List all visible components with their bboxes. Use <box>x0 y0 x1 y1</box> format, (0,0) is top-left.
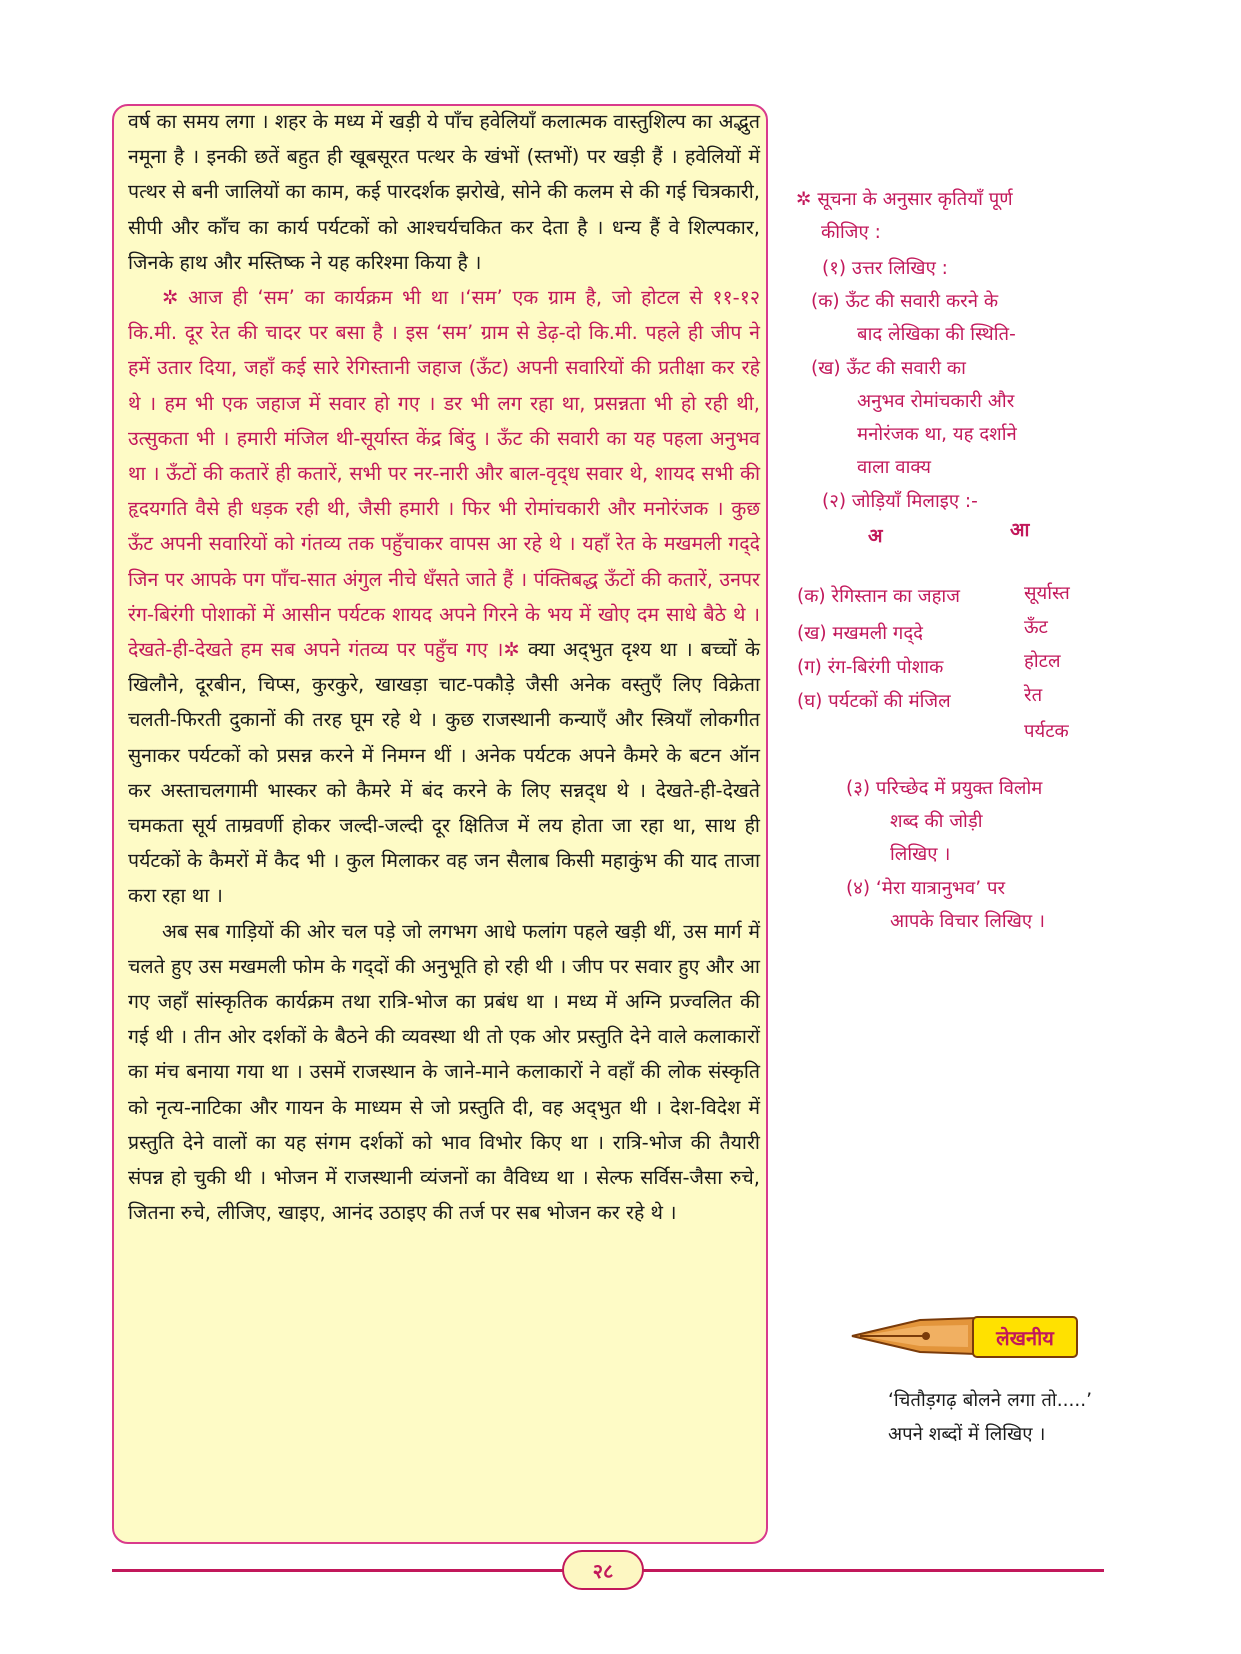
question-1b <box>811 352 1017 484</box>
question-1a-line1: (क) ऊँट की सवारी करने के <box>811 291 999 312</box>
column-a-item: (क) रेगिस्तान का जहाज <box>797 586 960 607</box>
column-b-item: पर्यटक <box>1024 721 1069 742</box>
page-number: २८ <box>562 1550 644 1590</box>
question-1a-line2: बाद लेखिका की स्थिति- <box>857 324 1016 345</box>
activity-heading-line2: कीजिए : <box>821 222 881 243</box>
question-2-title: (२) जोड़ियाँ मिलाइए :- <box>822 491 978 512</box>
column-b-item: होटल <box>1024 651 1061 672</box>
question-1b-line2: अनुभव रोमांचकारी और <box>857 391 1015 412</box>
question-1-title: (१) उत्तर लिखिए : <box>822 258 948 279</box>
column-b-heading: आ <box>1010 519 1030 541</box>
story-paragraph-2-rest: क्या अद्‌भुत दृश्य था । बच्चों के खिलौने, दूरबीन, चिप्स, कुरकुरे, खाखड़ा चाट-पकौड़े जैसी अनेक वस्तुएँ लिए विक्रेता चलती-फिरती दुकानों की तरह घूम रहे थे । कुछ राजस्थानी कन्याएँ और स्त्रियाँ लोकगीत सुनाकर पर्यटकों को प्रसन्न करने में निमग्न थीं । अनेक पर्यटक अपने कैमरे के बटन ऑन कर अस्ताचलगामी भास्कर को कैमरे में बंद करने के लिए सन्नद्‌ध थे । देखते-ही-देखते चमकता सूर्य ताम्रवर्णी होकर जल्दी-जल्दी दूर क्षितिज में लय होता जा रहा था, साथ ही पर्यटकों के कैमरों में कैद भी । कुल मिलाकर वह जन सैलाब किसी महाकुंभ की याद ताजा करा रहा था । <box>128 638 760 908</box>
question-2 <box>822 485 978 518</box>
activity-heading-line1: ✲ सूचना के अनुसार कृतियाँ पूर्ण <box>796 189 1013 210</box>
story-paragraph-2-highlight: आज ही ‘सम’ का कार्यक्रम भी था ।‘सम’ एक ग्राम है, जो होटल से ११-१२ कि.मी. दूर रेत की चादर पर बसा है । इस ‘सम’ ग्राम से डेढ़-दो कि.मी. पहले ही जीप ने हमें उतार दिया, जहाँ कई सारे रेगिस्तानी जहाज (ऊँट) अपनी सवारियों की प्रतीक्षा कर रहे थे । हम भी एक जहाज में सवार हो गए । डर भी लग रहा था, प्रसन्नता भी हो रही थी, उत्सुकता भी । हमारी मंजिल थी-सूर्यास्त केंद्र बिंदु । ऊँट की सवारी का यह पहला अनुभव था । ऊँटों की कतारें ही कतारें, सभी पर नर-नारी और बाल-वृद्‌ध सवार थे, शायद सभी की हृदयगति वैसे ही धड़क रही थी, जैसी हमारी । फिर भी रोमांचकारी और मनोरंजक । कुछ ऊँट अपनी सवारियों को गंतव्य तक पहुँचाकर वापस आ रहे थे । यहाँ रेत के मखमली गद्‌दे जिन पर आपके पग पाँच-सात अंगुल नीचे धँसते जाते हैं । पंक्तिबद्ध ऊँटों की कतारें, उनपर रंग-बिरंगी पोशाकों में आसीन पर्यटक शायद अपने गिरने के भय में खोए दम साधे बैठे थे । देखते-ही-देखते हम सब अपने गंतव्य पर पहुँच गए । <box>128 286 760 662</box>
question-1b-line4: वाला वाक्य <box>857 457 931 478</box>
column-a-item: (घ) पर्यटकों की मंजिल <box>797 691 951 712</box>
star-icon: ✲ <box>162 286 179 310</box>
column-a-heading: अ <box>868 525 883 547</box>
column-b-item: ऊँट <box>1024 617 1048 638</box>
question-3-line3: लिखिए । <box>890 844 951 865</box>
writing-label: लेखनीय <box>972 1316 1078 1358</box>
question-1a <box>811 285 1016 351</box>
activity-heading <box>796 183 1013 249</box>
column-b-item: रेत <box>1024 685 1043 706</box>
story-paragraph-3: अब सब गाड़ियों की ओर चल पड़े जो लगभग आधे फलांग पहले खड़ी थीं, उस मार्ग में चलते हुए उस मखमली फोम के गद्‌दों की अनुभूति हो रही थी । जीप पर सवार हुए और आ गए जहाँ सांस्कृतिक कार्यक्रम तथा रात्रि-भोज का प्रबंध था । मध्य में अग्नि प्रज्वलित की गई थी । तीन ओर दर्शकों के बैठने की व्यवस्था थी तो एक ओर प्रस्तुति देने वाले कलाकारों का मंच बनाया गया था । उसमें राजस्थान के जाने-माने कलाकारों ने वहाँ की लोक संस्कृति को नृत्य-नाटिका और गायन के माध्यम से जो प्रस्तुति दी, वह अद्‌भुत थी । देश-विदेश में प्रस्तुति देने वालों का यह संगम दर्शकों को भाव विभोर किए था । रात्रि-भोज की तैयारी संपन्न हो चुकी थी । भोजन में राजस्थानी व्यंजनों का वैविध्य था । सेल्फ सर्विस-जैसा रुचे, जितना रुचे, लीजिए, खाइए, आनंद उठाइए की तर्ज पर सब भोजन कर रहे थे । <box>128 919 760 1225</box>
column-a-item: (ख) मखमली गद्‌दे <box>797 623 923 644</box>
question-3-line2: शब्द की जोड़ी <box>890 811 983 832</box>
story-paragraph-1: वर्ष का समय लगा । शहर के मध्य में खड़ी ये पाँच हवेलियाँ कलात्मक वास्तुशिल्प का अद्भुत नमूना है । इनकी छतें बहुत ही खूबसूरत पत्थर के खंभों (स्तभों) पर खड़ी हैं । हवेलियों में पत्थर से बनी जालियों का काम, कई पारदर्शक झरोखे, सोने की कलम से की गई चित्रकारी, सीपी और काँच का कार्य पर्यटकों को आश्चर्यचकित कर देता है । धन्य हैं वे शिल्पकार, जिनके हाथ और मस्तिष्क ने यह करिश्मा किया है । <box>128 110 760 274</box>
question-4-line2: आपके विचार लिखिए । <box>890 911 1045 932</box>
question-3-line1: (३) परिच्छेद में प्रयुक्त विलोम <box>846 778 1043 799</box>
star-icon: ✲ <box>503 638 520 662</box>
question-1b-line1: (ख) ऊँट की सवारी का <box>811 358 966 379</box>
question-3 <box>846 772 1042 871</box>
question-4 <box>846 872 1045 938</box>
question-1b-line3: मनोरंजक था, यह दर्शाने <box>857 424 1017 445</box>
story-text <box>128 104 760 1231</box>
question-1 <box>822 252 948 285</box>
column-b-item: सूर्यास्त <box>1024 583 1070 604</box>
column-a-item: (ग) रंग-बिरंगी पोशाक <box>797 657 944 678</box>
story-paragraph-2 <box>128 280 760 914</box>
writing-task: ‘चितौड़गढ़ बोलने लगा तो.....’ अपने शब्दों में लिखिए । <box>888 1390 1092 1445</box>
question-4-line1: (४) ‘मेरा यात्रानुभव’ पर <box>846 878 1006 899</box>
